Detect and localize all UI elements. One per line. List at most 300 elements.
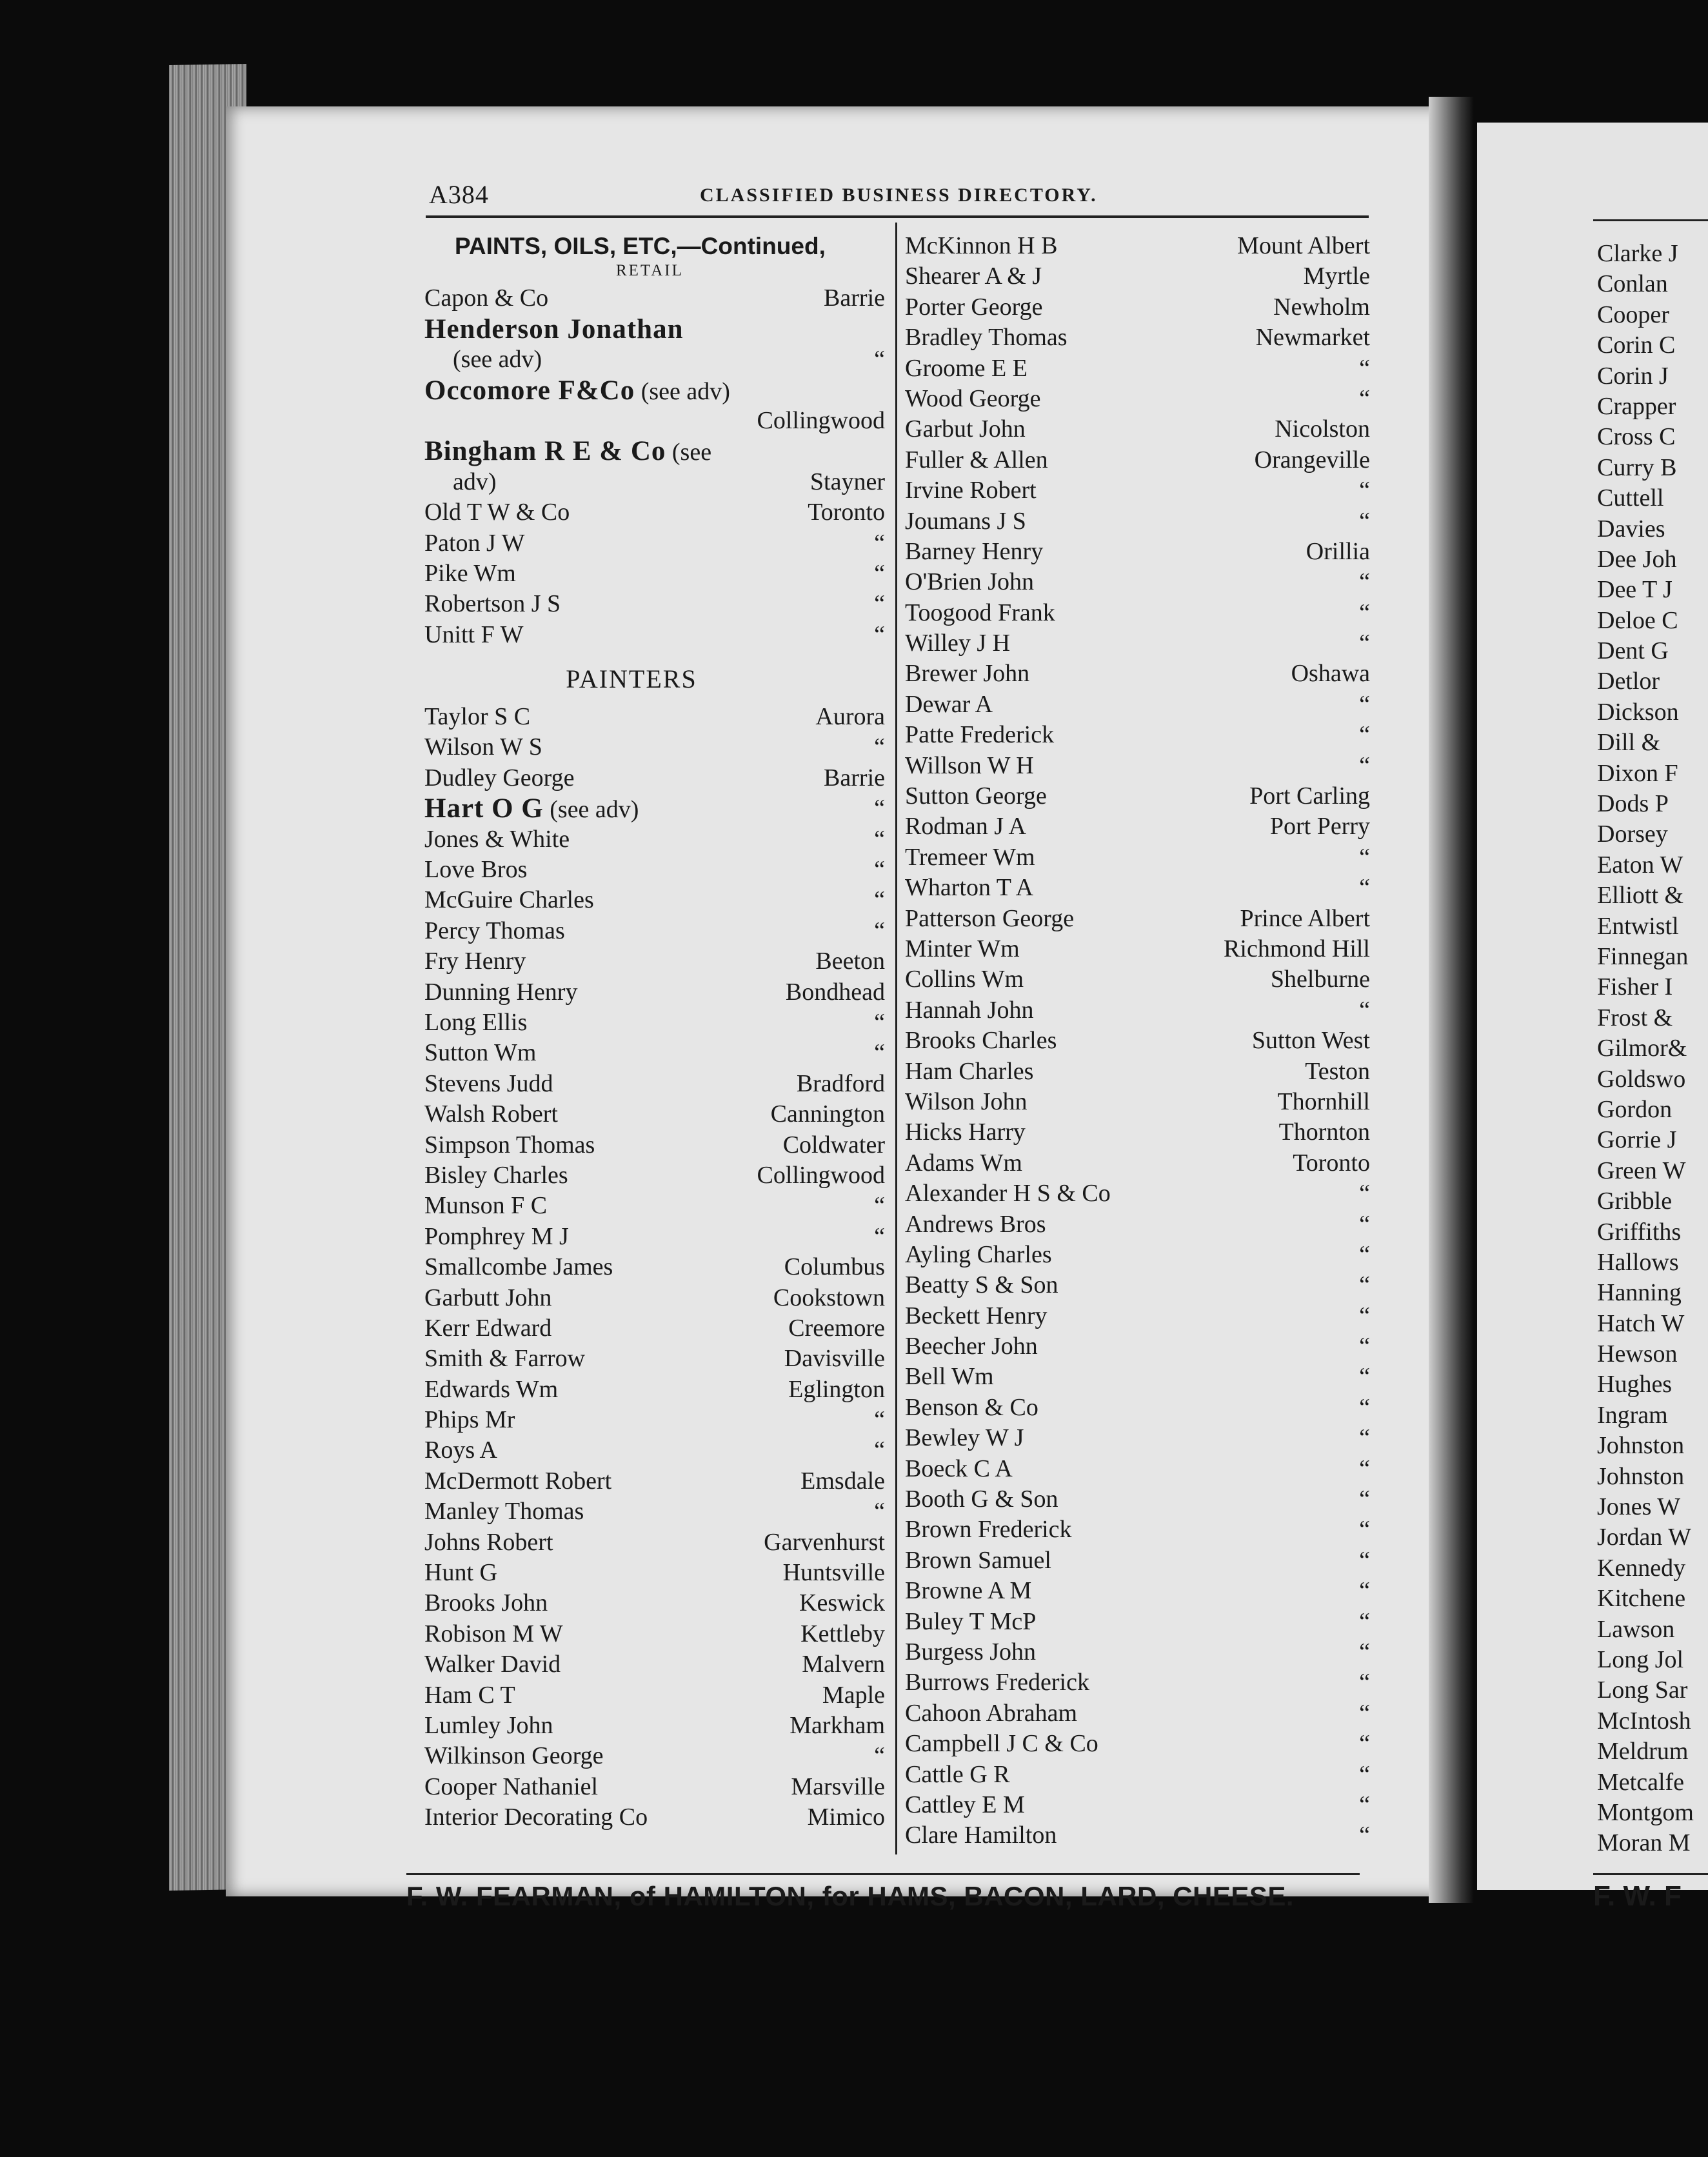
entry-place: “ bbox=[874, 733, 885, 761]
directory-entry bbox=[419, 1588, 889, 1618]
entry-name bbox=[424, 589, 561, 619]
entry-place: “ bbox=[1359, 599, 1370, 626]
entry-name bbox=[905, 1820, 1057, 1851]
next-page-entry: Griffiths bbox=[1597, 1218, 1682, 1246]
entry-place: “ bbox=[1359, 1180, 1370, 1208]
entry-name-text: Cooper Nathaniel bbox=[424, 1773, 599, 1800]
paint-entries bbox=[419, 283, 889, 650]
entry-name bbox=[905, 1331, 1038, 1362]
directory-entry bbox=[419, 1680, 889, 1711]
directory-entry bbox=[900, 659, 1374, 689]
directory-entry bbox=[419, 528, 889, 559]
directory-entry bbox=[419, 1711, 889, 1741]
directory-entry bbox=[900, 598, 1374, 628]
entry-name-text: Munson F C bbox=[424, 1192, 548, 1220]
entry-place: “ bbox=[1359, 1760, 1370, 1788]
entry-place: Sutton West bbox=[1251, 1027, 1370, 1055]
directory-entry bbox=[419, 1772, 889, 1802]
directory-entry bbox=[419, 1160, 889, 1191]
entry-name bbox=[905, 1148, 1022, 1178]
entry-name-text: Unitt F W bbox=[424, 621, 524, 648]
entry-place: “ bbox=[1359, 1730, 1370, 1758]
entry-name bbox=[424, 497, 570, 528]
entry-name-text: Paton J W bbox=[424, 529, 525, 557]
entry-name-text: Edwards Wm bbox=[424, 1375, 559, 1403]
entry-name bbox=[905, 353, 1028, 384]
entry-name bbox=[905, 751, 1034, 781]
directory-entry bbox=[900, 1270, 1374, 1300]
directory-entry bbox=[419, 375, 889, 406]
directory-entry bbox=[900, 842, 1374, 873]
entry-name bbox=[424, 702, 530, 732]
next-page-entry: Cross C bbox=[1597, 423, 1676, 451]
entry-place: “ bbox=[874, 1222, 885, 1250]
next-page-entry: Gribble bbox=[1597, 1188, 1673, 1215]
entry-place: Garvenhurst bbox=[764, 1528, 885, 1556]
entry-name-text: Collins Wm bbox=[905, 966, 1024, 993]
entry-place: “ bbox=[874, 1406, 885, 1434]
next-page-entry: McIntosh bbox=[1597, 1707, 1691, 1735]
entry-name-text: Booth G & Son bbox=[905, 1486, 1058, 1513]
entry-name bbox=[424, 824, 570, 855]
entry-name-text: Willey J H bbox=[905, 630, 1011, 657]
section-heading-paints: PAINTS, OILS, ETC,—Continued, bbox=[455, 233, 826, 259]
entry-place: “ bbox=[874, 346, 885, 373]
entry-place: “ bbox=[1359, 1516, 1370, 1544]
entry-name bbox=[905, 628, 1010, 659]
entry-place: Cookstown bbox=[773, 1284, 885, 1311]
directory-entry bbox=[419, 283, 889, 313]
entry-name-text: Garbutt John bbox=[424, 1284, 552, 1311]
next-page-entry: Davies bbox=[1597, 515, 1665, 542]
entry-name bbox=[424, 1649, 561, 1680]
entry-name bbox=[905, 1393, 1038, 1423]
entry-name bbox=[424, 1558, 497, 1588]
entry-name-text: Cahoon Abraham bbox=[905, 1699, 1078, 1727]
next-page-entry: Clarke J bbox=[1597, 240, 1678, 267]
directory-entry bbox=[900, 1515, 1374, 1545]
entry-name bbox=[905, 1301, 1048, 1331]
subheading-retail: RETAIL bbox=[616, 262, 684, 280]
entry-name bbox=[424, 916, 565, 946]
entry-place: “ bbox=[874, 1192, 885, 1220]
directory-entry bbox=[419, 436, 889, 466]
entry-name-text: Groome E E bbox=[905, 354, 1028, 382]
directory-entry bbox=[900, 995, 1374, 1026]
directory-entry bbox=[419, 1496, 889, 1527]
entry-name-text: Wilkinson George bbox=[424, 1742, 604, 1770]
entry-name bbox=[424, 1772, 598, 1802]
entry-place: “ bbox=[1359, 721, 1370, 749]
next-page-entry: Green W bbox=[1597, 1157, 1686, 1184]
directory-entry bbox=[900, 353, 1374, 384]
directory-entry bbox=[419, 1252, 889, 1282]
entry-name bbox=[424, 1191, 547, 1221]
entry-name-text: Patte Frederick bbox=[905, 721, 1055, 749]
entry-place: Markham bbox=[789, 1711, 885, 1739]
entry-name-text: Minter Wm bbox=[905, 935, 1020, 962]
next-page-entry: Moran M bbox=[1597, 1829, 1691, 1857]
entry-name-text: Alexander H S & Co bbox=[905, 1180, 1111, 1208]
entry-name bbox=[424, 885, 594, 915]
directory-entry bbox=[900, 261, 1374, 292]
entry-name-text: Manley Thomas bbox=[424, 1498, 584, 1526]
entry-name-text: Pike Wm bbox=[424, 559, 516, 587]
entry-name-text: Shearer A & J bbox=[905, 263, 1042, 290]
next-page-entry: Dee Joh bbox=[1597, 545, 1677, 573]
directory-entry bbox=[419, 467, 889, 497]
next-page-entry: Dixon F bbox=[1597, 759, 1678, 787]
entry-name bbox=[424, 855, 527, 885]
entry-place: Shelburne bbox=[1270, 966, 1370, 993]
entry-name-text: McDermott Robert bbox=[424, 1467, 612, 1495]
entry-place: Mount Albert bbox=[1237, 232, 1370, 259]
entry-place: Toronto bbox=[1293, 1149, 1370, 1177]
entry-name bbox=[424, 946, 526, 977]
entry-place: Thornton bbox=[1278, 1118, 1370, 1146]
entry-name bbox=[424, 1375, 558, 1405]
entry-place: “ bbox=[1359, 843, 1370, 871]
directory-entry bbox=[900, 1301, 1374, 1331]
entry-name bbox=[424, 977, 577, 1008]
entry-name bbox=[905, 1178, 1111, 1209]
footer-advertisement: F. W. FEARMAN, of HAMILTON, for HAMS, BACON, LARD, CHEESE. bbox=[406, 1881, 1295, 1911]
entry-place: Richmond Hill bbox=[1224, 935, 1370, 962]
next-page-entry: Gordon bbox=[1597, 1095, 1673, 1123]
directory-entry bbox=[900, 1576, 1374, 1606]
entry-name bbox=[424, 1099, 558, 1129]
section-heading-painters: PAINTERS bbox=[566, 664, 697, 694]
entry-name-text: Bingham R E & Co bbox=[424, 436, 666, 467]
entry-name bbox=[905, 1057, 1033, 1087]
entry-name bbox=[905, 934, 1020, 964]
next-page-entry: Hewson bbox=[1597, 1340, 1678, 1368]
entry-name-text: Irvine Robert bbox=[905, 477, 1037, 504]
directory-entry bbox=[419, 1558, 889, 1588]
next-page-entry: Johnston bbox=[1597, 1432, 1685, 1460]
entry-name-text: Ayling Charles bbox=[905, 1240, 1052, 1268]
entry-name-text: adv) bbox=[453, 468, 497, 495]
entry-name-text: Henderson Jonathan bbox=[424, 313, 684, 344]
entry-place: Orangeville bbox=[1254, 446, 1370, 473]
footer-rule bbox=[406, 1873, 1360, 1875]
directory-entry bbox=[900, 1820, 1374, 1851]
entry-note: (see adv) bbox=[543, 796, 639, 824]
entry-place: “ bbox=[1359, 1271, 1370, 1299]
entry-place: “ bbox=[874, 795, 885, 822]
directory-entry bbox=[419, 1191, 889, 1221]
directory-entry bbox=[900, 1698, 1374, 1729]
directory-entry bbox=[900, 537, 1374, 567]
next-page-entry: Dorsey bbox=[1597, 820, 1668, 848]
entry-name-text: Dewar A bbox=[905, 690, 993, 718]
entry-place: Emsdale bbox=[800, 1467, 885, 1495]
entry-name-text: Wilson John bbox=[905, 1088, 1028, 1115]
next-page-entry: Corin C bbox=[1597, 332, 1676, 359]
entry-place: Myrtle bbox=[1303, 263, 1370, 290]
entry-name-text: Hannah John bbox=[905, 996, 1034, 1024]
directory-entry bbox=[900, 1240, 1374, 1270]
entry-name-text: Walsh Robert bbox=[424, 1100, 558, 1128]
directory-entry bbox=[419, 702, 889, 732]
next-page-entry: Hanning bbox=[1597, 1279, 1682, 1307]
entry-name-text: Roys A bbox=[424, 1436, 497, 1464]
directory-entry bbox=[900, 1209, 1374, 1240]
directory-entry bbox=[419, 855, 889, 885]
next-page-entry: Gilmor& bbox=[1597, 1035, 1687, 1062]
directory-entry bbox=[419, 885, 889, 915]
directory-entry bbox=[419, 1069, 889, 1099]
directory-entry bbox=[419, 1222, 889, 1252]
next-page-entry: Jordan W bbox=[1597, 1524, 1691, 1551]
entry-name-text: (see adv) bbox=[453, 346, 542, 373]
entry-name-text: McGuire Charles bbox=[424, 886, 594, 914]
book-gutter bbox=[1429, 97, 1474, 1903]
next-page-entry: Hughes bbox=[1597, 1371, 1673, 1398]
entry-name bbox=[905, 1209, 1046, 1240]
entry-place: Nicolston bbox=[1275, 415, 1370, 443]
entry-place: “ bbox=[874, 886, 885, 914]
directory-entry bbox=[900, 323, 1374, 353]
entry-place: Bradford bbox=[796, 1069, 885, 1097]
entry-place: Creemore bbox=[788, 1314, 885, 1342]
entry-place: Collingwood bbox=[757, 406, 885, 434]
entry-place: “ bbox=[1359, 384, 1370, 412]
directory-entry bbox=[419, 406, 889, 436]
entry-name bbox=[905, 1546, 1051, 1576]
entry-name bbox=[905, 964, 1024, 995]
directory-entry bbox=[900, 964, 1374, 995]
entry-name-text: Hunt G bbox=[424, 1559, 497, 1587]
entry-name bbox=[424, 1711, 553, 1741]
entry-place: “ bbox=[1359, 996, 1370, 1024]
directory-entry bbox=[900, 414, 1374, 444]
entry-name-text: Smith & Farrow bbox=[424, 1345, 586, 1373]
entry-name bbox=[905, 1423, 1024, 1453]
entry-name-text: Cattle G R bbox=[905, 1760, 1010, 1788]
entry-name-text: Willson W H bbox=[905, 751, 1034, 779]
next-page-entry: Dickson bbox=[1597, 698, 1679, 726]
directory-entry bbox=[419, 793, 889, 824]
painter-entries-continued bbox=[900, 231, 1374, 1851]
entry-name-text: Rodman J A bbox=[905, 813, 1026, 840]
directory-entry bbox=[900, 231, 1374, 261]
entry-name bbox=[424, 375, 730, 407]
entry-place: “ bbox=[1359, 1638, 1370, 1665]
entry-name bbox=[424, 1069, 553, 1099]
entry-name-text: Jones & White bbox=[424, 825, 570, 853]
entry-name-text: Beatty S & Son bbox=[905, 1271, 1058, 1299]
entry-place: “ bbox=[1359, 1699, 1370, 1727]
entry-name bbox=[424, 1435, 497, 1466]
next-page-entry: Hallows bbox=[1597, 1248, 1679, 1276]
entry-place: “ bbox=[874, 529, 885, 557]
directory-entry bbox=[900, 873, 1374, 903]
entry-name-text: Brooks John bbox=[424, 1589, 548, 1617]
entry-name bbox=[424, 620, 523, 650]
next-page-entry: Cooper bbox=[1597, 301, 1669, 328]
entry-name-text: Occomore F&Co bbox=[424, 375, 635, 406]
entry-name bbox=[424, 1680, 515, 1711]
page-header bbox=[429, 179, 1371, 209]
entry-name-text: Adams Wm bbox=[905, 1149, 1022, 1177]
entry-place: Mimico bbox=[807, 1804, 885, 1831]
directory-entry bbox=[900, 904, 1374, 934]
entry-name bbox=[905, 537, 1043, 567]
entry-name bbox=[424, 1496, 584, 1527]
directory-entry bbox=[900, 506, 1374, 537]
next-page-entry: Ingram bbox=[1597, 1401, 1668, 1429]
directory-entry bbox=[419, 1008, 889, 1038]
directory-entry bbox=[900, 475, 1374, 506]
entry-place: “ bbox=[1359, 568, 1370, 596]
directory-entry bbox=[419, 620, 889, 650]
entry-name-text: Bradley Thomas bbox=[905, 324, 1068, 352]
entry-name-text: Bisley Charles bbox=[424, 1161, 568, 1189]
next-page-entry: Kitchene bbox=[1597, 1585, 1686, 1613]
entry-name-text: Fry Henry bbox=[424, 948, 526, 975]
directory-entry bbox=[900, 1178, 1374, 1209]
entry-name-text: Fuller & Allen bbox=[905, 446, 1048, 473]
entry-name bbox=[424, 1313, 551, 1344]
entry-name bbox=[905, 323, 1068, 353]
entry-name-text: Wood George bbox=[905, 384, 1041, 412]
entry-place: Oshawa bbox=[1291, 660, 1370, 688]
directory-entry bbox=[900, 1331, 1374, 1362]
directory-entry bbox=[419, 977, 889, 1008]
entry-name bbox=[905, 720, 1054, 750]
directory-entry bbox=[900, 1607, 1374, 1637]
entry-name-text: Cattley E M bbox=[905, 1791, 1025, 1818]
entry-name bbox=[905, 690, 993, 720]
directory-entry bbox=[900, 1057, 1374, 1087]
entry-place: Newmarket bbox=[1255, 324, 1370, 352]
directory-entry bbox=[900, 1760, 1374, 1790]
directory-entry bbox=[900, 934, 1374, 964]
entry-place: “ bbox=[874, 825, 885, 853]
entry-name bbox=[424, 793, 639, 825]
entry-name-text: Garbut John bbox=[905, 415, 1026, 443]
next-page-entries bbox=[1597, 239, 1694, 1859]
entry-place: Davisville bbox=[784, 1345, 885, 1373]
entry-name-text: Bewley W J bbox=[905, 1424, 1024, 1452]
directory-entry bbox=[900, 781, 1374, 811]
directory-entry bbox=[900, 1148, 1374, 1178]
entry-name-text: Burgess John bbox=[905, 1638, 1037, 1665]
entry-name-text: Dunning Henry bbox=[424, 978, 578, 1006]
left-column bbox=[419, 231, 889, 1833]
entry-place: “ bbox=[1359, 690, 1370, 718]
entry-name-text: Taylor S C bbox=[424, 703, 531, 731]
entry-place: “ bbox=[1359, 1210, 1370, 1238]
entry-name bbox=[905, 1515, 1072, 1545]
directory-entry bbox=[900, 1026, 1374, 1056]
entry-name-text: Smallcombe James bbox=[424, 1253, 613, 1281]
entry-place: Aurora bbox=[815, 703, 885, 731]
entry-name bbox=[905, 811, 1026, 842]
entry-name-text: Phips Mr bbox=[424, 1406, 515, 1434]
next-page-entry: Johnston bbox=[1597, 1462, 1685, 1490]
next-page-entry: Curry B bbox=[1597, 453, 1677, 481]
directory-entry bbox=[419, 1038, 889, 1068]
entry-name-text: Simpson Thomas bbox=[424, 1131, 595, 1158]
entry-place: “ bbox=[1359, 1577, 1370, 1605]
entry-place: “ bbox=[1359, 1791, 1370, 1818]
entry-name bbox=[905, 231, 1057, 261]
entry-name bbox=[453, 467, 497, 497]
directory-entry bbox=[419, 1130, 889, 1160]
next-page-entry: Elliott & bbox=[1597, 882, 1684, 910]
entry-place: “ bbox=[874, 1742, 885, 1770]
entry-name bbox=[905, 1729, 1098, 1759]
entry-place: “ bbox=[1359, 630, 1370, 657]
entry-place: Orillia bbox=[1306, 537, 1370, 565]
entry-name bbox=[905, 1607, 1036, 1637]
directory-entry bbox=[900, 1117, 1374, 1148]
entry-place: “ bbox=[1359, 1363, 1370, 1391]
entry-name bbox=[905, 873, 1033, 903]
directory-entry bbox=[419, 916, 889, 946]
entry-note: (see bbox=[666, 439, 712, 466]
next-page-entry: Eaton W bbox=[1597, 851, 1683, 879]
directory-entry bbox=[900, 1484, 1374, 1515]
entry-place: Prince Albert bbox=[1240, 904, 1370, 932]
entry-name bbox=[905, 995, 1033, 1026]
next-page-entry: Entwistl bbox=[1597, 912, 1679, 940]
next-page-entry: Detlor bbox=[1597, 668, 1660, 695]
entry-name bbox=[424, 314, 684, 344]
entry-place: “ bbox=[1359, 507, 1370, 535]
entry-name bbox=[424, 1252, 613, 1282]
entry-name-text: Robison M W bbox=[424, 1620, 563, 1647]
entry-name-text: Campbell J C & Co bbox=[905, 1730, 1098, 1758]
directory-entry bbox=[900, 1087, 1374, 1117]
entry-place: Eglington bbox=[788, 1375, 885, 1403]
column-divider bbox=[895, 223, 897, 1854]
entry-place: “ bbox=[1359, 1240, 1370, 1268]
entry-place: “ bbox=[1359, 354, 1370, 382]
entry-name bbox=[905, 842, 1035, 873]
next-page-entry: Long Sar bbox=[1597, 1676, 1688, 1704]
entry-place: “ bbox=[1359, 1424, 1370, 1452]
entry-place: Port Perry bbox=[1269, 813, 1370, 840]
entry-name bbox=[424, 1344, 585, 1374]
entry-name bbox=[905, 506, 1026, 537]
directory-entry bbox=[419, 824, 889, 855]
entry-place: Barrie bbox=[824, 284, 885, 312]
entry-name-text: Ham C T bbox=[424, 1681, 515, 1709]
next-page-entry: Crapper bbox=[1597, 392, 1676, 420]
entry-place: “ bbox=[1359, 1302, 1370, 1329]
entry-place: “ bbox=[1359, 751, 1370, 779]
entry-name-text: Wilson W S bbox=[424, 733, 542, 761]
entry-place: Coldwater bbox=[782, 1131, 885, 1158]
directory-entry bbox=[419, 1741, 889, 1771]
entry-place: Collingwood bbox=[757, 1161, 885, 1189]
directory-entry bbox=[419, 1649, 889, 1680]
entry-name bbox=[424, 559, 516, 589]
entry-place: “ bbox=[1359, 1669, 1370, 1696]
entry-name-text: Interior Decorating Co bbox=[424, 1804, 648, 1831]
entry-place: “ bbox=[874, 559, 885, 587]
entry-place: Teston bbox=[1305, 1057, 1370, 1085]
entry-note: (see adv) bbox=[635, 377, 730, 405]
entry-place: “ bbox=[874, 590, 885, 618]
directory-entry bbox=[419, 1344, 889, 1374]
entry-name-text: Pomphrey M J bbox=[424, 1222, 569, 1250]
entry-place: Toronto bbox=[808, 499, 885, 526]
entry-name-text: Benson & Co bbox=[905, 1393, 1038, 1421]
